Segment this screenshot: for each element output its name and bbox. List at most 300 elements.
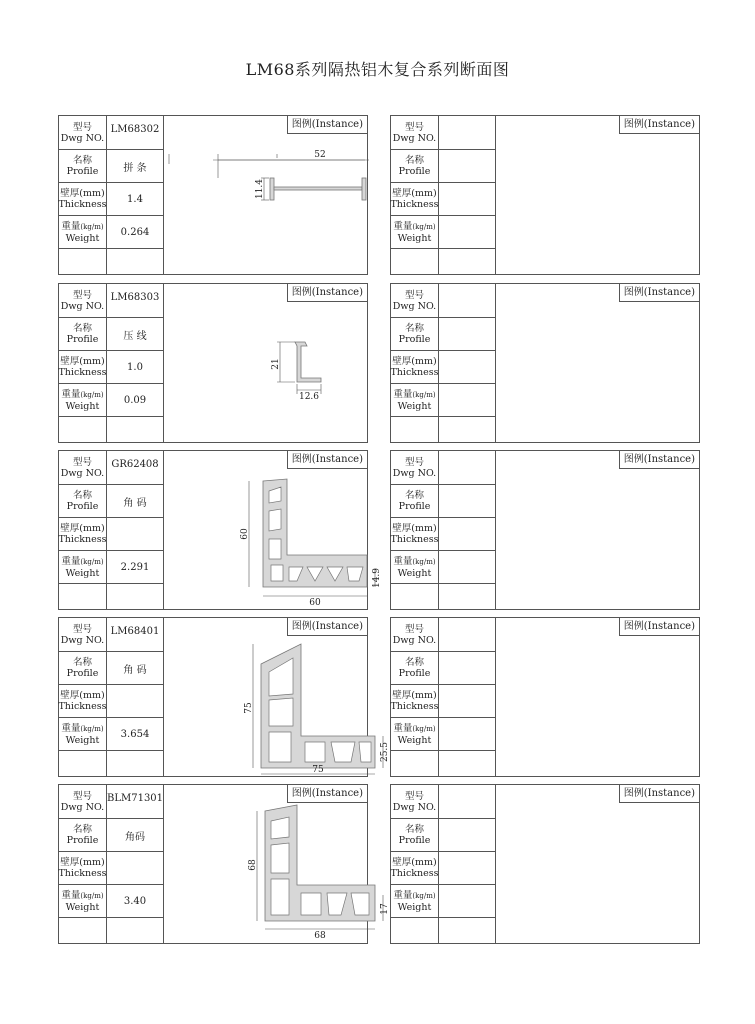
dim-flange: 25.5	[380, 741, 390, 763]
spec-row	[59, 216, 164, 249]
spec-label	[391, 918, 439, 943]
spec-label	[59, 785, 107, 818]
thickness-label-cn: 壁厚	[60, 356, 80, 367]
spec-value-cell	[439, 116, 496, 149]
spec-row	[391, 652, 496, 685]
spec-value-cell	[439, 751, 496, 776]
dim-width: 75	[312, 765, 324, 775]
dwg-label-en: Dwg NO.	[60, 132, 105, 144]
spec-label	[59, 451, 107, 484]
spec-row	[391, 485, 496, 518]
spec-label	[391, 885, 439, 917]
spec-value-cell	[107, 885, 164, 917]
profile-label-cn: 名称	[404, 155, 424, 166]
legend-label: 图例(Instance)	[287, 284, 367, 302]
weight-unit: (kg/m)	[80, 724, 104, 733]
spec-row	[59, 384, 164, 417]
spec-row	[59, 652, 164, 685]
spec-value-cell	[107, 718, 164, 750]
weight-value: 0.09	[123, 394, 147, 406]
dwg-label-en: Dwg NO.	[392, 300, 437, 312]
spec-label	[59, 652, 107, 684]
spec-label	[391, 318, 439, 350]
spec-value-cell	[439, 485, 496, 517]
spec-row	[59, 584, 164, 609]
profile-label-en: Profile	[398, 835, 431, 846]
spec-label	[59, 384, 107, 416]
profile-card	[390, 617, 700, 777]
spec-row	[59, 318, 164, 351]
thickness-label-en: Thickness	[390, 367, 439, 378]
profile-label-en: Profile	[66, 668, 99, 679]
spec-row	[391, 685, 496, 718]
spec-value-cell	[107, 451, 164, 484]
spec-value-cell	[439, 618, 496, 651]
spec-label	[59, 584, 107, 609]
weight-label-en: Weight	[65, 901, 100, 913]
spec-row	[59, 785, 164, 819]
weight-label-cn: 重量	[61, 555, 81, 567]
dim-width: 52	[314, 150, 326, 160]
spec-label	[391, 384, 439, 416]
spec-label	[59, 718, 107, 750]
thickness-unit: (mm)	[79, 188, 105, 199]
spec-value-cell	[107, 150, 164, 182]
spec-label	[59, 183, 107, 215]
dim-width: 68	[314, 931, 326, 941]
spec-label	[59, 551, 107, 583]
weight-value: 3.654	[120, 728, 150, 740]
spec-value-cell	[107, 249, 164, 274]
spec-label	[59, 249, 107, 274]
thickness-label-en: Thickness	[58, 534, 107, 545]
spec-row	[59, 618, 164, 652]
spec-label	[391, 116, 439, 149]
profile-label-cn: 名称	[404, 824, 424, 835]
spec-row	[59, 751, 164, 776]
spec-label	[391, 652, 439, 684]
spec-value-cell	[107, 318, 164, 350]
spec-value-cell	[107, 685, 164, 717]
spec-label	[59, 885, 107, 917]
spec-label	[391, 451, 439, 484]
spec-value-cell	[439, 318, 496, 350]
spec-row	[59, 852, 164, 885]
dwg-label-en: Dwg NO.	[60, 634, 105, 646]
spec-row	[59, 718, 164, 751]
dwg-label-en: Dwg NO.	[60, 467, 105, 479]
profile-label-en: Profile	[66, 334, 99, 345]
spec-value-cell	[439, 451, 496, 484]
thickness-label-cn: 壁厚	[392, 690, 412, 701]
profile-label-cn: 名称	[404, 323, 424, 334]
spec-value-cell	[107, 384, 164, 416]
weight-label-cn: 重量	[393, 555, 413, 567]
spec-label	[391, 718, 439, 750]
spec-label	[391, 485, 439, 517]
thickness-label-cn: 壁厚	[60, 690, 80, 701]
spec-label	[391, 284, 439, 317]
spec-row	[59, 417, 164, 442]
thickness-unit: (mm)	[79, 690, 105, 701]
dim-height: 11.4	[255, 178, 265, 200]
spec-label	[391, 785, 439, 818]
spec-row	[59, 351, 164, 384]
spec-value-cell	[107, 485, 164, 517]
weight-unit: (kg/m)	[412, 222, 436, 231]
spec-label	[391, 584, 439, 609]
spec-label	[391, 518, 439, 550]
spec-value-cell	[107, 918, 164, 943]
thickness-label-cn: 壁厚	[392, 188, 412, 199]
thickness-label-en: Thickness	[58, 367, 107, 378]
weight-value: 2.291	[120, 561, 150, 573]
profile-label-cn: 名称	[72, 323, 92, 334]
spec-value-cell	[439, 384, 496, 416]
weight-unit: (kg/m)	[412, 557, 436, 566]
spec-value-cell	[439, 652, 496, 684]
profile-label-cn: 名称	[72, 155, 92, 166]
spec-row	[391, 216, 496, 249]
spec-row	[391, 150, 496, 183]
spec-row	[391, 249, 496, 274]
profile-label-cn: 名称	[72, 657, 92, 668]
dwg-value: LM68303	[110, 292, 160, 303]
thickness-label-en: Thickness	[58, 701, 107, 712]
weight-value: 3.40	[123, 895, 147, 907]
spec-value-cell	[439, 183, 496, 215]
thickness-label-en: Thickness	[390, 868, 439, 879]
dwg-label-cn: 型号	[72, 289, 92, 301]
profile-card	[58, 283, 368, 443]
spec-label	[391, 685, 439, 717]
spec-label	[59, 685, 107, 717]
dwg-label-cn: 型号	[404, 623, 424, 635]
dwg-label-cn: 型号	[72, 790, 92, 802]
spec-value-cell	[439, 249, 496, 274]
spec-value-cell	[107, 819, 164, 851]
profile-card	[390, 784, 700, 944]
spec-value-cell	[439, 785, 496, 818]
legend-label: 图例(Instance)	[287, 618, 367, 636]
spec-value-cell	[107, 852, 164, 884]
dwg-value: LM68401	[110, 626, 160, 637]
legend-label: 图例(Instance)	[619, 785, 699, 803]
dwg-label-cn: 型号	[404, 121, 424, 133]
spec-label	[59, 216, 107, 248]
profile-drawing	[165, 636, 390, 776]
thickness-unit: (mm)	[411, 356, 437, 367]
weight-label-cn: 重量	[393, 722, 413, 734]
spec-label	[391, 751, 439, 776]
thickness-unit: (mm)	[79, 523, 105, 534]
spec-label	[59, 618, 107, 651]
spec-row	[59, 819, 164, 852]
thickness-unit: (mm)	[79, 356, 105, 367]
dwg-value: BLM71301	[106, 793, 164, 804]
thickness-unit: (mm)	[411, 188, 437, 199]
spec-label	[59, 318, 107, 350]
legend-label: 图例(Instance)	[619, 116, 699, 134]
spec-value-cell	[439, 417, 496, 442]
profile-drawing	[165, 302, 367, 442]
spec-value-cell	[107, 785, 164, 818]
spec-label	[391, 216, 439, 248]
page-title: LM68系列隔热铝木复合系列断面图	[245, 60, 510, 79]
weight-label-cn: 重量	[61, 388, 81, 400]
dim-width: 12.6	[298, 392, 320, 402]
thickness-label-cn: 壁厚	[60, 188, 80, 199]
spec-row	[391, 885, 496, 918]
weight-label-cn: 重量	[393, 220, 413, 232]
thickness-label-en: Thickness	[390, 534, 439, 545]
weight-label-cn: 重量	[61, 220, 81, 232]
profile-label-cn: 名称	[404, 657, 424, 668]
thickness-value: 1.4	[127, 193, 143, 205]
spec-row	[59, 451, 164, 485]
profile-card	[390, 450, 700, 610]
dwg-value: LM68302	[110, 124, 160, 135]
spec-label	[391, 618, 439, 651]
spec-label	[59, 751, 107, 776]
weight-label-cn: 重量	[61, 722, 81, 734]
legend-label: 图例(Instance)	[619, 451, 699, 469]
spec-value-cell	[107, 551, 164, 583]
weight-label-en: Weight	[65, 400, 100, 412]
spec-label	[59, 284, 107, 317]
thickness-value: 1.0	[127, 361, 143, 373]
spec-row	[59, 685, 164, 718]
profile-card	[390, 115, 700, 275]
weight-unit: (kg/m)	[80, 222, 104, 231]
spec-row	[59, 284, 164, 318]
weight-label-cn: 重量	[393, 388, 413, 400]
dwg-label-cn: 型号	[404, 289, 424, 301]
spec-row	[59, 249, 164, 274]
spec-row	[59, 485, 164, 518]
thickness-unit: (mm)	[411, 690, 437, 701]
profile-card	[58, 115, 368, 275]
thickness-unit: (mm)	[411, 857, 437, 868]
spec-value-cell	[107, 652, 164, 684]
spec-value-cell	[439, 885, 496, 917]
spec-label	[391, 183, 439, 215]
spec-row	[59, 116, 164, 150]
profile-label-en: Profile	[398, 501, 431, 512]
dim-flange: 14.9	[372, 567, 382, 589]
profile-value: 角码	[125, 831, 145, 843]
profile-drawing	[165, 469, 382, 609]
spec-label	[59, 918, 107, 943]
spec-label	[391, 150, 439, 182]
spec-value-cell	[107, 351, 164, 383]
spec-value-cell	[107, 183, 164, 215]
profile-value: 角 码	[123, 497, 147, 509]
thickness-label-cn: 壁厚	[60, 523, 80, 534]
spec-value-cell	[439, 685, 496, 717]
legend-label: 图例(Instance)	[287, 785, 367, 803]
spec-row	[391, 819, 496, 852]
weight-label-en: Weight	[65, 567, 100, 579]
dim-width: 60	[309, 598, 321, 608]
spec-row	[59, 885, 164, 918]
spec-row	[391, 785, 496, 819]
profile-label-en: Profile	[398, 166, 431, 177]
spec-label	[391, 852, 439, 884]
spec-label	[59, 351, 107, 383]
spec-label	[391, 819, 439, 851]
thickness-label-cn: 壁厚	[392, 523, 412, 534]
spec-value-cell	[107, 116, 164, 149]
thickness-label-en: Thickness	[58, 199, 107, 210]
weight-unit: (kg/m)	[80, 390, 104, 399]
dwg-label-en: Dwg NO.	[392, 467, 437, 479]
dwg-label-en: Dwg NO.	[392, 801, 437, 813]
profile-label-en: Profile	[398, 668, 431, 679]
dwg-label-en: Dwg NO.	[392, 634, 437, 646]
dwg-label-en: Dwg NO.	[60, 801, 105, 813]
spec-row	[391, 584, 496, 609]
weight-label-en: Weight	[397, 400, 432, 412]
profile-label-en: Profile	[66, 501, 99, 512]
profile-value: 压 线	[123, 330, 147, 342]
spec-value-cell	[107, 216, 164, 248]
profile-card	[58, 784, 390, 944]
spec-value-cell	[439, 284, 496, 317]
spec-label	[391, 417, 439, 442]
spec-value-cell	[439, 852, 496, 884]
spec-label	[391, 551, 439, 583]
spec-row	[391, 618, 496, 652]
thickness-label-cn: 壁厚	[392, 857, 412, 868]
spec-value-cell	[439, 551, 496, 583]
profile-label-en: Profile	[398, 334, 431, 345]
spec-value-cell	[439, 150, 496, 182]
profile-drawing	[165, 803, 390, 943]
spec-label	[59, 852, 107, 884]
spec-row	[59, 183, 164, 216]
dim-flange: 17	[380, 903, 390, 915]
legend-label: 图例(Instance)	[619, 618, 699, 636]
spec-label	[59, 150, 107, 182]
spec-row	[391, 518, 496, 551]
profile-card	[58, 450, 382, 610]
spec-row	[391, 183, 496, 216]
legend-label: 图例(Instance)	[287, 116, 367, 134]
thickness-unit: (mm)	[79, 857, 105, 868]
spec-value-cell	[439, 351, 496, 383]
spec-row	[391, 384, 496, 417]
profile-drawing	[165, 134, 367, 274]
weight-label-en: Weight	[397, 567, 432, 579]
dim-height: 68	[248, 859, 258, 871]
spec-row	[391, 284, 496, 318]
thickness-label-en: Thickness	[390, 701, 439, 712]
dwg-value: GR62408	[111, 459, 159, 470]
dwg-label-en: Dwg NO.	[392, 132, 437, 144]
spec-value-cell	[107, 751, 164, 776]
spec-value-cell	[439, 216, 496, 248]
dim-height: 60	[240, 528, 250, 540]
spec-value-cell	[107, 618, 164, 651]
weight-unit: (kg/m)	[412, 891, 436, 900]
profile-value: 角 码	[123, 664, 147, 676]
spec-row	[59, 918, 164, 943]
weight-label-en: Weight	[397, 734, 432, 746]
spec-label	[59, 417, 107, 442]
spec-row	[59, 518, 164, 551]
spec-value-cell	[107, 584, 164, 609]
spec-value-cell	[439, 819, 496, 851]
spec-value-cell	[107, 518, 164, 550]
weight-unit: (kg/m)	[412, 390, 436, 399]
spec-row	[59, 150, 164, 183]
spec-label	[391, 351, 439, 383]
profile-label-en: Profile	[66, 835, 99, 846]
profile-card	[58, 617, 390, 777]
weight-label-en: Weight	[397, 901, 432, 913]
spec-row	[391, 351, 496, 384]
spec-value-cell	[439, 718, 496, 750]
thickness-label-cn: 壁厚	[392, 356, 412, 367]
spec-row	[391, 318, 496, 351]
profile-label-en: Profile	[66, 166, 99, 177]
spec-row	[59, 551, 164, 584]
spec-value-cell	[107, 284, 164, 317]
spec-row	[391, 751, 496, 776]
dwg-label-cn: 型号	[72, 121, 92, 133]
weight-label-cn: 重量	[61, 889, 81, 901]
spec-label	[59, 518, 107, 550]
profile-label-cn: 名称	[72, 824, 92, 835]
spec-row	[391, 116, 496, 150]
spec-row	[391, 551, 496, 584]
dim-height: 21	[271, 358, 281, 370]
weight-label-en: Weight	[397, 232, 432, 244]
spec-label	[391, 249, 439, 274]
profile-label-cn: 名称	[404, 490, 424, 501]
spec-label	[59, 819, 107, 851]
thickness-label-en: Thickness	[58, 868, 107, 879]
weight-label-en: Weight	[65, 734, 100, 746]
weight-unit: (kg/m)	[80, 891, 104, 900]
spec-value-cell	[439, 518, 496, 550]
dwg-label-cn: 型号	[72, 623, 92, 635]
spec-row	[391, 852, 496, 885]
dwg-label-cn: 型号	[72, 456, 92, 468]
spec-row	[391, 718, 496, 751]
dwg-label-cn: 型号	[404, 456, 424, 468]
spec-value-cell	[439, 918, 496, 943]
dwg-label-en: Dwg NO.	[60, 300, 105, 312]
weight-unit: (kg/m)	[80, 557, 104, 566]
profile-card	[390, 283, 700, 443]
thickness-label-en: Thickness	[390, 199, 439, 210]
spec-label	[59, 116, 107, 149]
thickness-unit: (mm)	[411, 523, 437, 534]
weight-label-cn: 重量	[393, 889, 413, 901]
weight-value: 0.264	[120, 226, 150, 238]
dwg-label-cn: 型号	[404, 790, 424, 802]
spec-row	[391, 417, 496, 442]
legend-label: 图例(Instance)	[287, 451, 367, 469]
spec-value-cell	[107, 417, 164, 442]
spec-row	[391, 918, 496, 943]
dim-height: 75	[244, 702, 254, 714]
spec-label	[59, 485, 107, 517]
weight-unit: (kg/m)	[412, 724, 436, 733]
profile-label-cn: 名称	[72, 490, 92, 501]
